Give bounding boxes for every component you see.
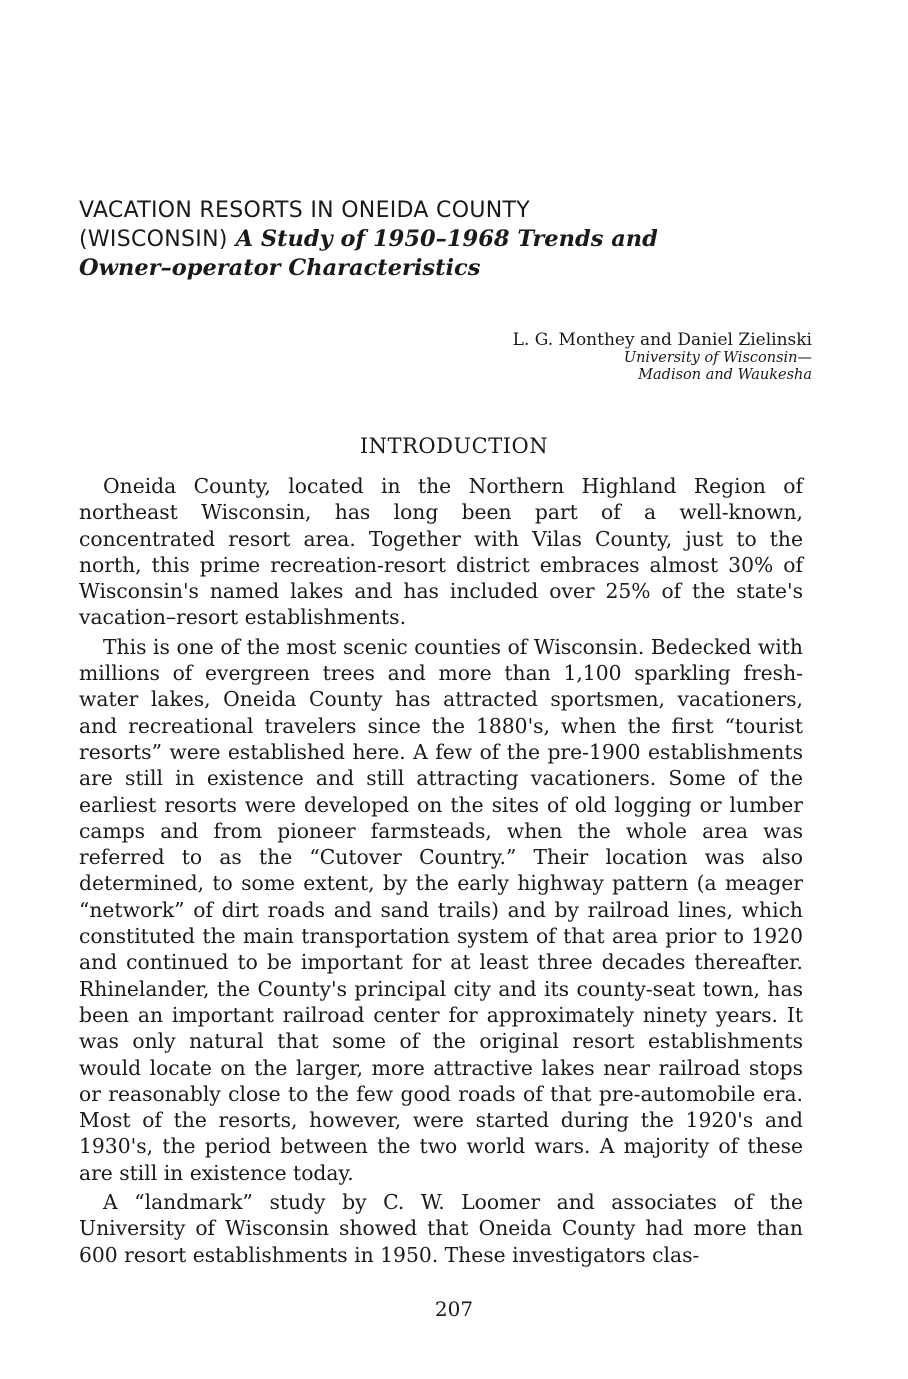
author-affiliation-line-2: Madison and Waukesha (638, 367, 812, 383)
section-heading: INTRODUCTION (359, 434, 549, 458)
title-line-3 (79, 254, 799, 283)
page-number: 207 (434, 1297, 474, 1321)
title-line-2-prefix: (WISCONSIN) (79, 227, 228, 252)
paragraph: Oneida County, located in the Northern Highland Region of northeast Wisconsin, has long been part of a well-known, concentrated resort area. Together with Vilas County, just to the north, this prime recreation-resort district embraces almost 30% of Wisconsin's named lakes and has included over 25% of the state's vacation–resort establishments. (79, 474, 803, 630)
title-line-2 (79, 225, 799, 254)
title-line-2-subtitle: A Study of 1950–1968 Trends and (235, 226, 658, 252)
article-title (79, 196, 799, 283)
author-affiliation-line-1: University of Wisconsin— (623, 350, 812, 366)
author-block (513, 331, 812, 384)
title-line-1 (79, 196, 799, 225)
paragraph: A “landmark” study by C. W. Loomer and associates of the University of Wisconsin showed that Oneida County had more than 600 resort establishments in 1950. These investigators clas- (79, 1190, 803, 1267)
paragraph: This is one of the most scenic counties of Wisconsin. Bedecked with millions of evergreen trees and more than 1,100 sparkling fresh-water lakes, Oneida County has attracted sportsmen, vacationers, and recreational travelers since the 1880's, when the first “tourist resorts” were established here. A few of the pre-1900 establishments are still in existence and still attracting vacationers. Some of the earliest resorts were developed on the sites of old logging or lumber camps and from pioneer farmsteads, when the whole area was referred to as the “Cutover Country.” Their location was also determined, to some extent, by the early highway pattern (a meager “network” of dirt roads and sand trails) and by railroad lines, which constituted the main transportation system of that area prior to 1920 and continued to be important for at least three decades thereafter. Rhinelander, the County's principal city and its county-seat town, has been an important railroad center for approximately ninety years. It was only natural that some of the original resort establishments would locate on the larger, more attractive lakes near railroad stops or reasonably close to the few good roads of that pre-automobile era. Most of the resorts, however, were started during the 1920's and 1930's, the period between the two world wars. A majority of these are still in existence today. (79, 634, 803, 1185)
author-names: L. G. Monthey and Daniel Zielinski (512, 330, 812, 350)
title-line-3-subtitle: Owner–operator Characteristics (79, 255, 481, 281)
title-line-1-text: VACATION RESORTS IN ONEIDA COUNTY (79, 198, 530, 223)
body-text (79, 473, 803, 1271)
